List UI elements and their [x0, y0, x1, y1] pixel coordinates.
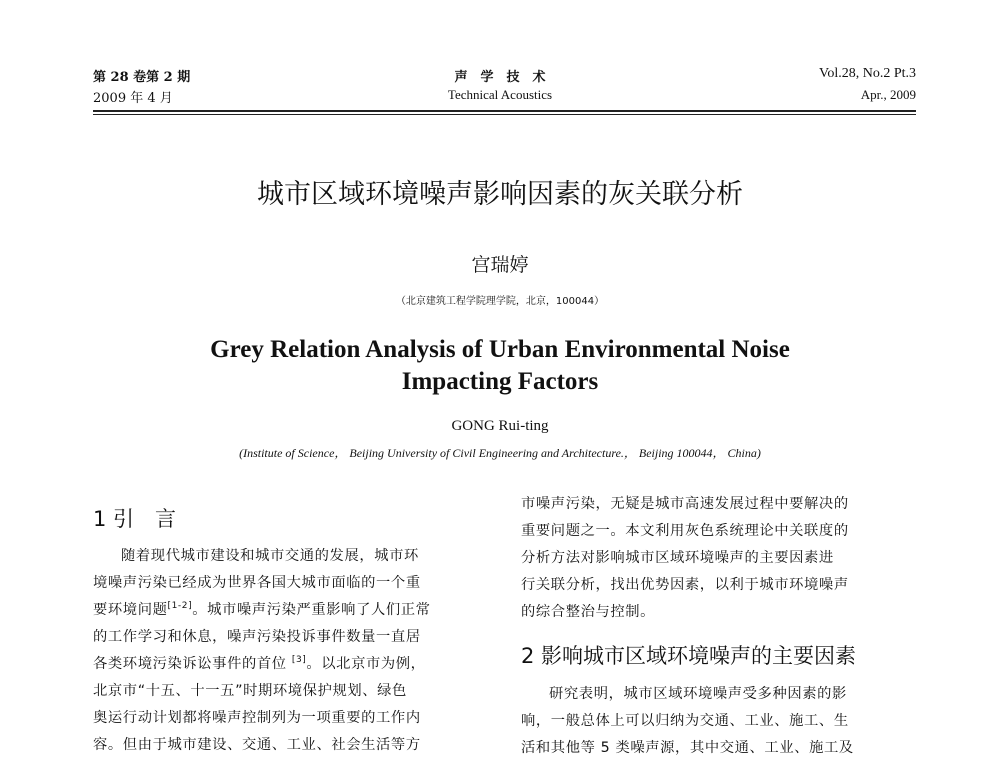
body-line: 分析方法对影响城市区域环境噪声的主要因素进 [521, 550, 834, 566]
body-line: 境噪声污染已经成为世界各国大城市面临的一个重 [93, 575, 421, 591]
body-line: 活和其他等 5 类噪声源，其中交通、工业、施工及 [521, 740, 854, 756]
citation-ref: [3] [291, 655, 307, 666]
body-line: 行关联分析，找出优势因素，以利于城市环境噪声 [521, 577, 849, 593]
body-line: 响，一般总体上可以归纳为交通、工业、施工、生 [521, 713, 849, 729]
volume-issue-cn: 第 28 卷第 2 期 [93, 70, 191, 85]
section-1-heading: 1 引 言 [93, 507, 177, 531]
section-2-heading: 2 影响城市区域环境噪声的主要因素 [521, 644, 857, 668]
body-line: 奥运行动计划都将噪声控制列为一项重要的工作内 [93, 710, 421, 726]
journal-name-cn: 声 学 技 术 [454, 70, 546, 85]
body-line: 北京市“十五、十一五”时期环境保护规划、绿色 [93, 683, 407, 699]
author-en: GONG Rui-ting [451, 418, 549, 434]
volume-issue-en: Vol.28, No.2 Pt.3 [819, 66, 916, 81]
body-line: 要环境问题[1-2]。城市噪声污染严重影响了人们正常 [93, 601, 431, 618]
title-cn: 城市区域环境噪声影响因素的灰关联分析 [257, 179, 743, 210]
author-cn: 宫瑞婷 [471, 254, 529, 276]
body-line: 市噪声污染，无疑是城市高速发展过程中要解决的 [521, 496, 849, 512]
body-line: 的工作学习和休息，噪声污染投诉事件数量一直居 [93, 629, 421, 645]
header-rule [93, 110, 916, 112]
date-en: Apr., 2009 [860, 87, 916, 102]
affiliation-cn: （北京建筑工程学院理学院，北京，100044） [395, 296, 605, 307]
body-line: 的综合整治与控制。 [521, 604, 656, 620]
body-line: 随着现代城市建设和城市交通的发展，城市环 [121, 548, 419, 564]
body-line: 研究表明，城市区域环境噪声受多种因素的影 [549, 686, 847, 702]
affiliation-en: (Institute of Science， Beijing University of Civil Engineering and Architecture.， Beijing 100044， China) [239, 446, 761, 460]
citation-ref: [1-2] [167, 601, 193, 612]
header-rule-thin [93, 114, 916, 115]
date-cn: 2009 年 4 月 [93, 91, 173, 106]
journal-name-en: Technical Acoustics [447, 87, 553, 102]
title-en-line-1: Grey Relation Analysis of Urban Environmental Noise [210, 336, 790, 363]
body-line: 重要问题之一。本文利用灰色系统理论中关联度的 [521, 523, 849, 539]
body-line: 各类环境污染诉讼事件的首位 [3]。以北京市为例， [93, 655, 426, 672]
title-en-line-2: Impacting Factors [401, 368, 599, 395]
body-line: 容。但由于城市建设、交通、工业、社会生活等方 [93, 737, 421, 753]
